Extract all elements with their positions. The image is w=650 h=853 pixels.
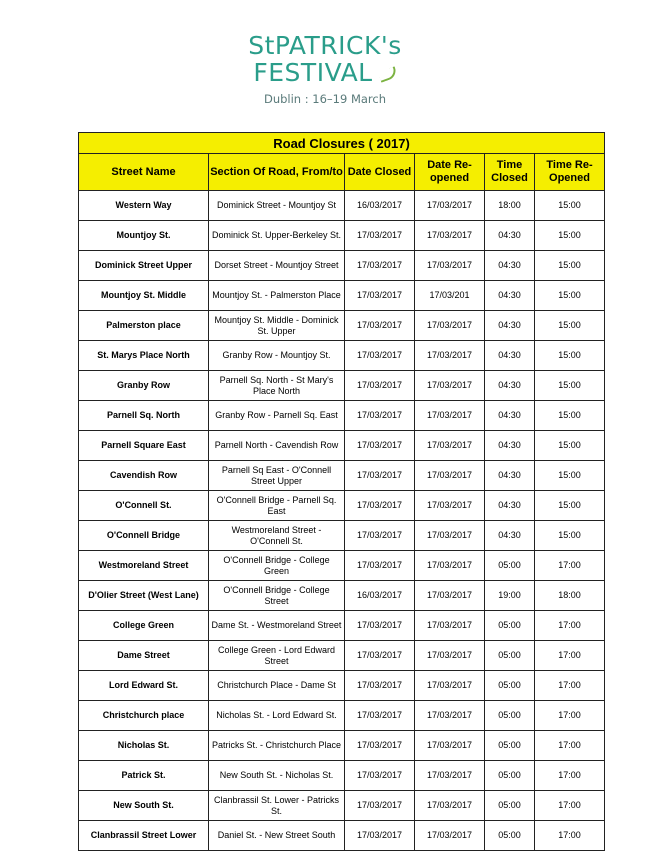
street-name-cell: O'Connell St. (79, 491, 209, 521)
date-reopened-cell: 17/03/2017 (415, 461, 485, 491)
header-time-reopened: Time Re-Opened (535, 154, 605, 191)
header-date-closed: Date Closed (345, 154, 415, 191)
table-row (79, 821, 605, 851)
table-row (79, 281, 605, 311)
time-closed-cell: 05:00 (485, 641, 535, 671)
table-row (79, 761, 605, 791)
table-row (79, 491, 605, 521)
time-reopened-cell: 15:00 (535, 371, 605, 401)
table-row (79, 341, 605, 371)
time-reopened-cell: 17:00 (535, 821, 605, 851)
section-cell: Granby Row - Mountjoy St. (209, 341, 345, 371)
time-reopened-cell: 17:00 (535, 761, 605, 791)
section-cell: Clanbrassil St. Lower - Patricks St. (209, 791, 345, 821)
date-closed-cell: 17/03/2017 (345, 371, 415, 401)
table-row (79, 431, 605, 461)
date-closed-cell: 17/03/2017 (345, 341, 415, 371)
date-closed-cell: 17/03/2017 (345, 221, 415, 251)
section-cell: Daniel St. - New Street South (209, 821, 345, 851)
table-title: Road Closures ( 2017) (79, 133, 605, 154)
section-cell: Dominick Street - Mountjoy St (209, 191, 345, 221)
table-row (79, 731, 605, 761)
date-closed-cell: 17/03/2017 (345, 821, 415, 851)
table-row (79, 191, 605, 221)
date-closed-cell: 17/03/2017 (345, 701, 415, 731)
street-name-cell: Cavendish Row (79, 461, 209, 491)
time-closed-cell: 04:30 (485, 431, 535, 461)
section-cell: Parnell Sq East - O'Connell Street Upper (209, 461, 345, 491)
time-closed-cell: 05:00 (485, 611, 535, 641)
date-reopened-cell: 17/03/2017 (415, 401, 485, 431)
date-closed-cell: 17/03/2017 (345, 791, 415, 821)
time-reopened-cell: 15:00 (535, 191, 605, 221)
street-name-cell: Mountjoy St. Middle (79, 281, 209, 311)
date-reopened-cell: 17/03/2017 (415, 701, 485, 731)
time-reopened-cell: 17:00 (535, 731, 605, 761)
date-closed-cell: 17/03/2017 (345, 281, 415, 311)
street-name-cell: Westmoreland Street (79, 551, 209, 581)
date-reopened-cell: 17/03/2017 (415, 491, 485, 521)
time-reopened-cell: 15:00 (535, 251, 605, 281)
time-reopened-cell: 17:00 (535, 791, 605, 821)
time-closed-cell: 04:30 (485, 461, 535, 491)
date-reopened-cell: 17/03/201 (415, 281, 485, 311)
header-time-closed: Time Closed (485, 154, 535, 191)
street-name-cell: Granby Row (79, 371, 209, 401)
date-reopened-cell: 17/03/2017 (415, 191, 485, 221)
date-closed-cell: 17/03/2017 (345, 731, 415, 761)
date-closed-cell: 17/03/2017 (345, 431, 415, 461)
street-name-cell: Mountjoy St. (79, 221, 209, 251)
time-reopened-cell: 15:00 (535, 281, 605, 311)
section-cell: Westmoreland Street - O'Connell St. (209, 521, 345, 551)
table-row (79, 311, 605, 341)
time-reopened-cell: 15:00 (535, 311, 605, 341)
date-reopened-cell: 17/03/2017 (415, 431, 485, 461)
road-closures-table (78, 132, 605, 851)
header-date-reopened: Date Re-opened (415, 154, 485, 191)
festival-logo (0, 32, 650, 106)
time-reopened-cell: 17:00 (535, 701, 605, 731)
section-cell: Nicholas St. - Lord Edward St. (209, 701, 345, 731)
date-reopened-cell: 17/03/2017 (415, 551, 485, 581)
time-reopened-cell: 15:00 (535, 491, 605, 521)
date-reopened-cell: 17/03/2017 (415, 521, 485, 551)
section-cell: College Green - Lord Edward Street (209, 641, 345, 671)
table-row (79, 791, 605, 821)
date-closed-cell: 17/03/2017 (345, 401, 415, 431)
date-closed-cell: 16/03/2017 (345, 581, 415, 611)
section-cell: Parnell North - Cavendish Row (209, 431, 345, 461)
time-reopened-cell: 15:00 (535, 521, 605, 551)
time-closed-cell: 18:00 (485, 191, 535, 221)
date-reopened-cell: 17/03/2017 (415, 221, 485, 251)
street-name-cell: Parnell Square East (79, 431, 209, 461)
table-row (79, 461, 605, 491)
section-cell: O'Connell Bridge - Parnell Sq. East (209, 491, 345, 521)
time-reopened-cell: 17:00 (535, 551, 605, 581)
date-reopened-cell: 17/03/2017 (415, 311, 485, 341)
time-closed-cell: 04:30 (485, 251, 535, 281)
section-cell: Christchurch Place - Dame St (209, 671, 345, 701)
time-reopened-cell: 15:00 (535, 401, 605, 431)
time-closed-cell: 04:30 (485, 521, 535, 551)
time-reopened-cell: 15:00 (535, 341, 605, 371)
time-closed-cell: 05:00 (485, 731, 535, 761)
table-row (79, 551, 605, 581)
date-reopened-cell: 17/03/2017 (415, 581, 485, 611)
street-name-cell: Parnell Sq. North (79, 401, 209, 431)
date-reopened-cell: 17/03/2017 (415, 251, 485, 281)
logo-title-line1: StPATRICK's (248, 31, 402, 60)
street-name-cell: D'Olier Street (West Lane) (79, 581, 209, 611)
section-cell: Mountjoy St. Middle - Dominick St. Upper (209, 311, 345, 341)
header-section: Section Of Road, From/to (209, 154, 345, 191)
time-reopened-cell: 18:00 (535, 581, 605, 611)
table-row (79, 581, 605, 611)
date-reopened-cell: 17/03/2017 (415, 371, 485, 401)
time-reopened-cell: 17:00 (535, 641, 605, 671)
time-closed-cell: 19:00 (485, 581, 535, 611)
date-closed-cell: 17/03/2017 (345, 521, 415, 551)
section-cell: Patricks St. - Christchurch Place (209, 731, 345, 761)
date-closed-cell: 17/03/2017 (345, 671, 415, 701)
date-reopened-cell: 17/03/2017 (415, 671, 485, 701)
date-closed-cell: 17/03/2017 (345, 251, 415, 281)
street-name-cell: Dominick Street Upper (79, 251, 209, 281)
street-name-cell: Clanbrassil Street Lower (79, 821, 209, 851)
street-name-cell: Dame Street (79, 641, 209, 671)
time-closed-cell: 05:00 (485, 551, 535, 581)
table-row (79, 671, 605, 701)
table-row (79, 611, 605, 641)
time-closed-cell: 05:00 (485, 761, 535, 791)
date-closed-cell: 17/03/2017 (345, 761, 415, 791)
time-closed-cell: 04:30 (485, 341, 535, 371)
time-closed-cell: 05:00 (485, 791, 535, 821)
section-cell: Parnell Sq. North - St Mary's Place North (209, 371, 345, 401)
section-cell: Mountjoy St. - Palmerston Place (209, 281, 345, 311)
street-name-cell: College Green (79, 611, 209, 641)
street-name-cell: Palmerston place (79, 311, 209, 341)
logo-subtitle: Dublin : 16–19 March (263, 92, 387, 106)
section-cell: New South St. - Nicholas St. (209, 761, 345, 791)
street-name-cell: Christchurch place (79, 701, 209, 731)
street-name-cell: O'Connell Bridge (79, 521, 209, 551)
time-reopened-cell: 15:00 (535, 461, 605, 491)
time-closed-cell: 05:00 (485, 671, 535, 701)
table-row (79, 701, 605, 731)
time-closed-cell: 04:30 (485, 371, 535, 401)
street-name-cell: Western Way (79, 191, 209, 221)
date-closed-cell: 17/03/2017 (345, 551, 415, 581)
table-row (79, 371, 605, 401)
time-closed-cell: 04:30 (485, 491, 535, 521)
time-reopened-cell: 15:00 (535, 431, 605, 461)
time-closed-cell: 04:30 (485, 281, 535, 311)
time-closed-cell: 04:30 (485, 221, 535, 251)
date-closed-cell: 17/03/2017 (345, 641, 415, 671)
section-cell: Dame St. - Westmoreland Street (209, 611, 345, 641)
street-name-cell: Patrick St. (79, 761, 209, 791)
time-closed-cell: 04:30 (485, 401, 535, 431)
section-cell: O'Connell Bridge - College Green (209, 551, 345, 581)
street-name-cell: Nicholas St. (79, 731, 209, 761)
date-reopened-cell: 17/03/2017 (415, 641, 485, 671)
section-cell: Dominick St. Upper-Berkeley St. (209, 221, 345, 251)
date-closed-cell: 16/03/2017 (345, 191, 415, 221)
time-reopened-cell: 15:00 (535, 221, 605, 251)
date-reopened-cell: 17/03/2017 (415, 791, 485, 821)
date-reopened-cell: 17/03/2017 (415, 731, 485, 761)
table-row (79, 251, 605, 281)
street-name-cell: St. Marys Place North (79, 341, 209, 371)
date-reopened-cell: 17/03/2017 (415, 341, 485, 371)
logo-title-line2: FESTIVAL (0, 59, 650, 86)
time-closed-cell: 05:00 (485, 701, 535, 731)
date-reopened-cell: 17/03/2017 (415, 821, 485, 851)
section-cell: Dorset Street - Mountjoy Street (209, 251, 345, 281)
section-cell: Granby Row - Parnell Sq. East (209, 401, 345, 431)
date-closed-cell: 17/03/2017 (345, 311, 415, 341)
shamrock-icon (377, 66, 398, 82)
time-reopened-cell: 17:00 (535, 671, 605, 701)
table-row (79, 401, 605, 431)
table-row (79, 641, 605, 671)
date-closed-cell: 17/03/2017 (345, 611, 415, 641)
section-cell: O'Connell Bridge - College Street (209, 581, 345, 611)
time-closed-cell: 04:30 (485, 311, 535, 341)
header-street-name: Street Name (79, 154, 209, 191)
street-name-cell: Lord Edward St. (79, 671, 209, 701)
table-row (79, 521, 605, 551)
date-closed-cell: 17/03/2017 (345, 461, 415, 491)
date-reopened-cell: 17/03/2017 (415, 761, 485, 791)
time-closed-cell: 05:00 (485, 821, 535, 851)
street-name-cell: New South St. (79, 791, 209, 821)
date-closed-cell: 17/03/2017 (345, 491, 415, 521)
table-row (79, 221, 605, 251)
time-reopened-cell: 17:00 (535, 611, 605, 641)
date-reopened-cell: 17/03/2017 (415, 611, 485, 641)
